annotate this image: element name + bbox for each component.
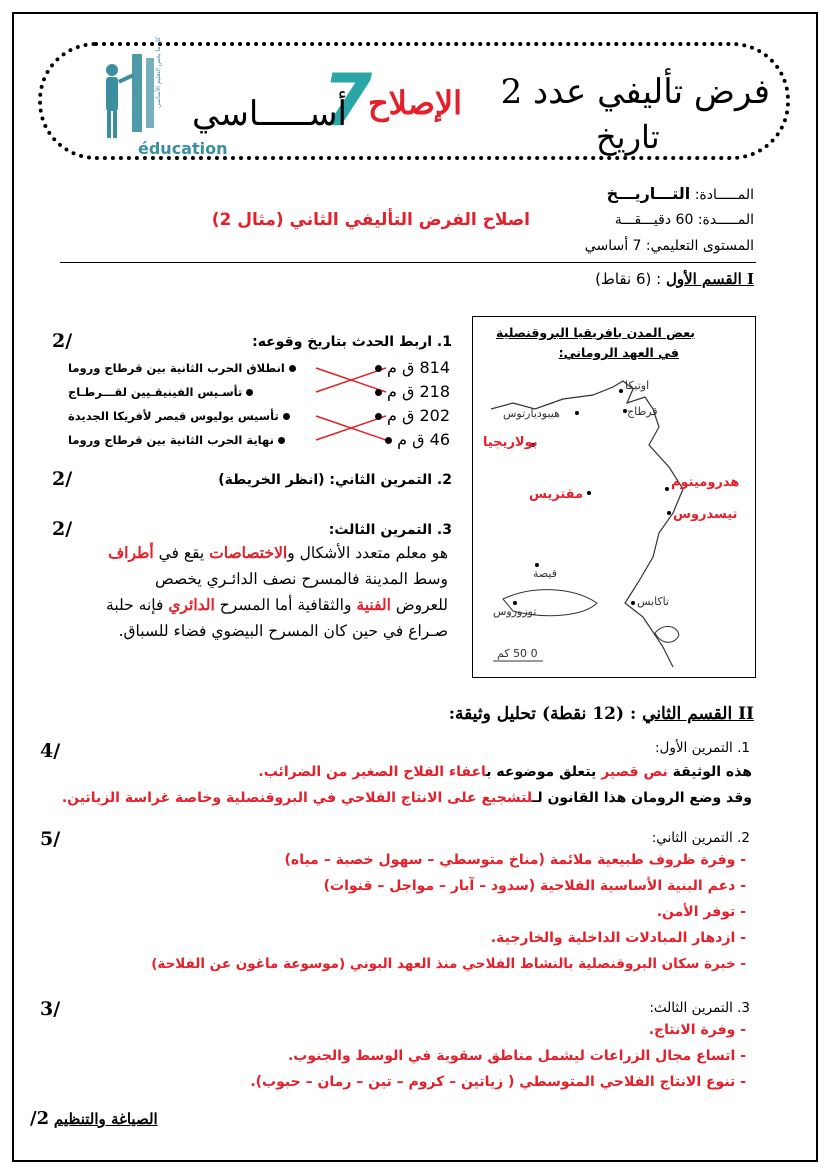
part2-heading-row: [449, 704, 754, 724]
answer-line: للعروض الفنية والثقافية أما المسرح الدائري فإنه حلبة: [106, 595, 448, 614]
p2-ex1-line2: وقد وضع الرومان هذا القانون لـلتشجيع على الانتاج الفلاحي في البروقنصلية وخاصة غراسة الزياتين.: [61, 790, 752, 806]
city-dot: [575, 411, 579, 415]
p1-ex1-title: 1. اربط الحدث بتاريخ وقوعه:: [252, 334, 452, 350]
subject-row: [607, 184, 754, 203]
p1-ex3-title: 3. التمرين الثالث:: [328, 522, 452, 538]
p1-ex3-answer: [64, 540, 448, 644]
duration-row: [615, 212, 754, 228]
p1-ex3-score: 2/: [52, 518, 73, 540]
p2-ex2-title: 2. التمرين الثاني:: [651, 830, 750, 846]
answer-line: صـراع في حين كان المسرح البيضوي فضاء للسباق.: [118, 622, 448, 640]
event-1: انطلاق الحرب الثانية بين قرطاج وروما: [68, 361, 296, 375]
city-dot: [667, 511, 671, 515]
date-3: 202 ق م: [375, 406, 450, 425]
city-dot: [619, 389, 623, 393]
event-4: نهاية الحرب الثانية بين قرطاج وروما: [68, 433, 285, 447]
event-3: تأسيس يوليوس قيصر لأفريكا الجديدة: [68, 409, 290, 423]
coastline-map: [473, 317, 755, 677]
education-logo: [98, 37, 228, 158]
map-title-2: في العهد الروماني:: [558, 345, 679, 360]
city-dot: [587, 491, 591, 495]
divider: [60, 262, 756, 263]
exam-subject: تاريخ: [596, 118, 660, 156]
level-row: [585, 238, 754, 254]
city-hippo: هيبوديارتوس: [503, 407, 560, 420]
map-title-1: بعض المدن بافريقيا البروقنصلية: [496, 325, 695, 340]
answer-hadrumetum: هدروميتوم: [671, 475, 740, 490]
level-label: أســـــاسي: [192, 94, 347, 134]
correction-label: الإصلاح: [368, 84, 463, 122]
logo-text: éducation: [138, 139, 228, 158]
p2-ex2-item: - ازدهار المبادلات الداخلية والخارجية.: [490, 930, 746, 946]
exam-title: فرض تأليفي عدد 2: [500, 72, 770, 112]
p1-ex1-score: 2/: [52, 330, 73, 352]
level-info-label: المستوى التعليمي:: [645, 238, 754, 254]
duration-value: 60 دقيـــقـــة: [614, 212, 694, 228]
city-dot: [631, 601, 635, 605]
date-1: 814 ق م: [375, 358, 450, 377]
grade-number: 7: [322, 58, 373, 142]
style-row: [30, 1108, 158, 1129]
p2-ex2-item: - دعم البنية الأساسية الفلاحية (سدود – آبار – مواجل – قنوات): [323, 878, 746, 894]
part2-heading: II القسم الثاني: [642, 704, 754, 724]
map-box: [472, 316, 756, 678]
part1-points: : (6 نقاط): [595, 270, 662, 288]
city-utica: اوتيكا: [625, 379, 650, 392]
p2-ex3-item: - تنوع الانتاج الفلاحي المتوسطي ( زياتين – كروم – تين – رمان – حبوب).: [250, 1074, 746, 1090]
duration-label: المـــــدة:: [697, 212, 754, 228]
p2-ex1-title: 1. التمرين الأول:: [654, 740, 750, 756]
p2-ex3-item: - وفرة الانتاج.: [648, 1022, 746, 1038]
city-capsa: قيصة: [533, 567, 558, 580]
city-dot: [665, 487, 669, 491]
p2-ex2-item: - توفر الأمن.: [656, 904, 746, 920]
style-label: الصياغة والتنظيم: [53, 1110, 158, 1128]
city-tacapes: تاكابس: [637, 595, 670, 608]
city-tozeur: توزوروس: [493, 605, 537, 618]
answer-line: هو معلم متعدد الأشكال والاختصاصات يقع في أطراف: [108, 543, 448, 562]
city-carthage: قرطاج: [627, 405, 658, 418]
style-score: 2/: [30, 1108, 50, 1129]
exam-heading: اصلاح الفرض التأليفي الثاني (مثال 2): [211, 210, 530, 230]
p2-ex2-score: 5/: [40, 828, 61, 850]
part1-heading-row: [595, 270, 754, 288]
answer-mactaris: مقتريس: [529, 487, 584, 502]
p2-ex3-title: 3. التمرين الثالث:: [649, 1000, 750, 1016]
p1-ex2-title: 2. التمرين الثاني: (انظر الخريطة): [218, 472, 452, 488]
map-scale: 0 50 كم: [497, 647, 538, 660]
p2-ex3-score: 3/: [40, 998, 61, 1020]
level-info-value: 7 أساسي: [584, 238, 642, 254]
answer-thysdrus: تيسدروس: [673, 507, 738, 522]
p2-ex1-line1: هذه الوثيقة نص قصير يتعلق موضوعه باعفاء الفلاح الصغير من الضرائب.: [258, 764, 752, 780]
p1-ex2-score: 2/: [52, 468, 73, 490]
subject-value: التـــاريـــخ: [606, 184, 691, 203]
date-2: 218 ق م: [375, 382, 450, 401]
part1-heading: I القسم الأول: [665, 270, 754, 288]
coastline: [491, 381, 683, 667]
logo-arabic: كل ما يخص التعليم الأساسي: [155, 37, 162, 108]
event-2: تأسـيس الفينيقـيين لقـــرطـاج: [68, 385, 253, 399]
subject-label: المـــــادة:: [694, 187, 754, 203]
part2-subtitle: : (12 نقطة) تحليل وثيقة:: [448, 704, 637, 724]
p2-ex2-item: - خبرة سكان البروقنصلية بالنشاط الفلاحي منذ العهد البوني (موسوعة ماغون عن الفلاحة): [151, 956, 746, 972]
date-4: 46 ق م: [385, 430, 450, 449]
answer-bulla-regia: بولاريجيا: [483, 435, 538, 450]
answer-line: وسط المدينة فالمسرح نصف الدائـري يخصص: [154, 570, 448, 588]
p2-ex3-item: - اتساع مجال الزراعات ليشمل مناطق سقوية في الوسط والجنوب.: [287, 1048, 746, 1064]
p2-ex1-score: 4/: [40, 740, 61, 762]
p2-ex2-item: - وفرة ظروف طبيعية ملائمة (مناخ متوسطي – سهول خصبة – مياه): [284, 852, 746, 868]
